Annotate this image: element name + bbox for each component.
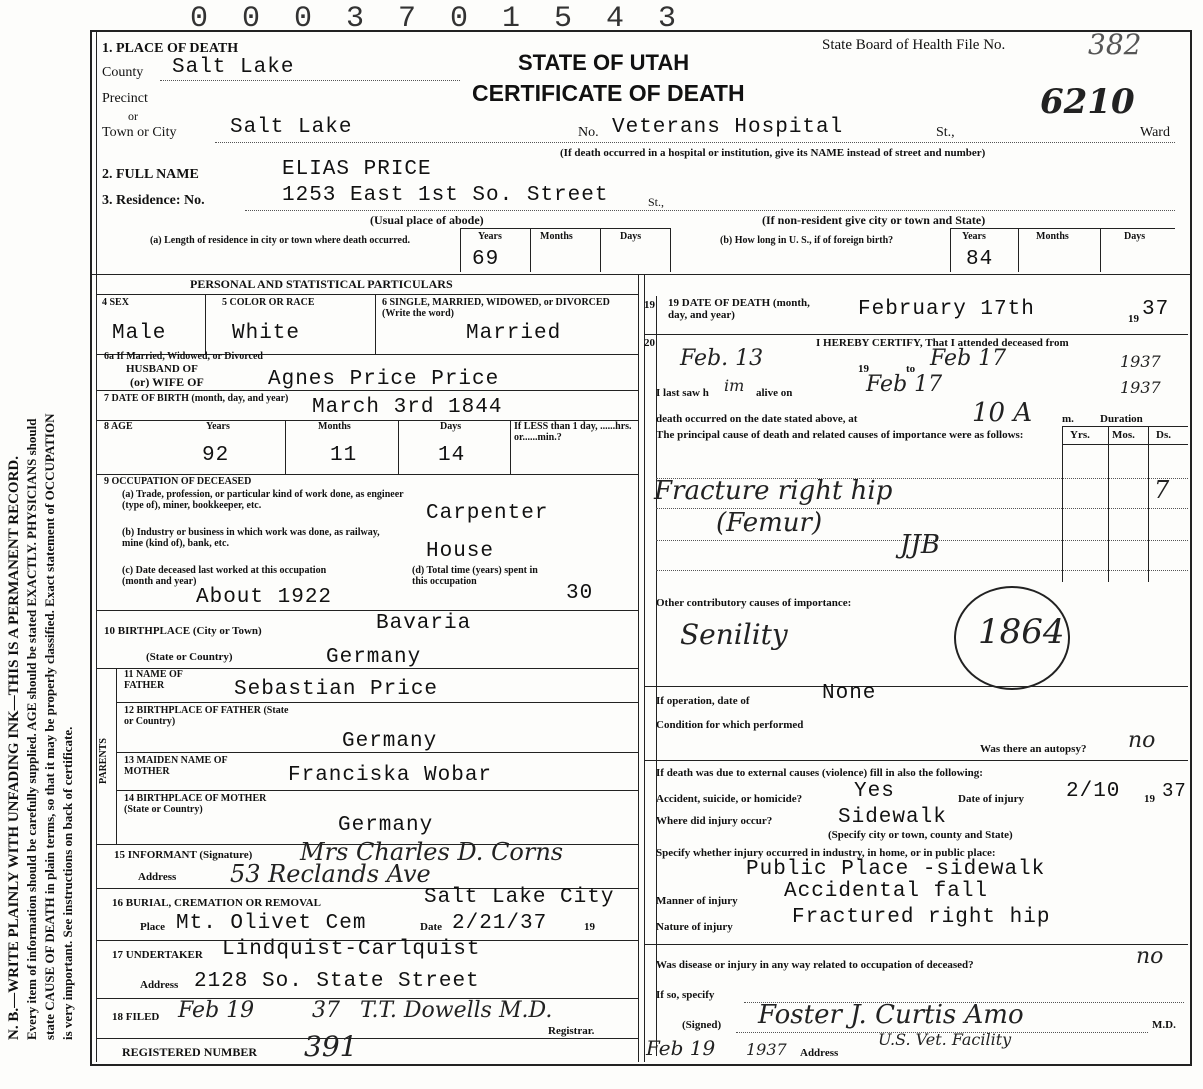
registered-label: REGISTERED NUMBER	[122, 1045, 258, 1059]
margin-note-1: N. B.—WRITE PLAINLY WITH UNFADING INK—THIS IS A PERMANENT RECORD.	[6, 456, 22, 1040]
file-no: 382	[1088, 28, 1142, 61]
certify-from-year: 19	[858, 363, 869, 375]
cause-1-days: 7	[1154, 476, 1170, 504]
abode-note: (Usual place of abode)	[370, 213, 484, 227]
town-value: Salt Lake	[230, 116, 353, 139]
where-label: Where did injury occur?	[656, 815, 773, 827]
father-bp-label: 12 BIRTHPLACE OF FATHER (State or Country)	[124, 705, 289, 727]
ds-label: Ds.	[1156, 429, 1171, 441]
undertaker-address-label: Address	[140, 979, 179, 991]
parents-side-label: PARENTS	[98, 738, 109, 784]
filed-label: 18 FILED	[112, 1011, 160, 1023]
mother-value: Franciska Wobar	[288, 764, 493, 787]
occupation-answer: no	[1136, 944, 1164, 969]
age-days-label: Days	[440, 421, 462, 432]
margin-note-2: Every item of information should be carefully supplied. AGE should be stated EXACTLY. PHYSICIANS should	[24, 418, 39, 1040]
occ-d-value: 30	[566, 582, 594, 605]
burial-year-suffix: 19	[584, 921, 595, 933]
other-cause: Senility	[680, 618, 788, 651]
injury-year: 37	[1162, 780, 1187, 802]
death-year-prefix: 19	[1128, 313, 1139, 325]
nature-value: Fractured right hip	[792, 906, 1051, 929]
undertaker-label: 17 UNDERTAKER	[112, 949, 203, 961]
a-years-value: 69	[472, 248, 500, 271]
burial-value: Salt Lake City	[424, 886, 615, 909]
certify-num: 20	[644, 337, 655, 349]
age-months-label: Months	[318, 421, 351, 432]
death-date-num: 19	[644, 299, 655, 311]
registrar-signature: T.T. Dowells M.D.	[360, 998, 553, 1023]
informant-address: 53 Reclands Ave	[230, 860, 431, 888]
b-label: (b) How long in U. S., if of foreign birth?	[720, 235, 894, 246]
age-days-value: 14	[438, 444, 466, 467]
certificate-title: CERTIFICATE OF DEATH	[472, 80, 745, 106]
mother-label: 13 MAIDEN NAME OF MOTHER	[124, 755, 228, 777]
dob-value: March 3rd 1844	[312, 396, 503, 419]
burial-date-label: Date	[420, 921, 442, 933]
county-label: County	[102, 65, 144, 80]
signed-address: U.S. Vet. Facility	[878, 1030, 1012, 1049]
age-years-value: 92	[202, 444, 230, 467]
injury-year-prefix: 19	[1144, 793, 1155, 805]
burial-date-value: 2/21/37	[452, 912, 548, 935]
burial-label: 16 BURIAL, CREMATION OR REMOVAL	[112, 897, 321, 909]
full-name-value: ELIAS PRICE	[282, 158, 432, 181]
occupation-question: Was disease or injury in any way related to occupation of deceased?	[656, 959, 974, 971]
cause-label: The principal cause of death and related causes of importance were as follows:	[656, 429, 1024, 441]
informant-signature: Mrs Charles D. Corns	[300, 838, 564, 866]
birthplace-label: 10 BIRTHPLACE (City or Town)	[104, 625, 262, 637]
certify-to-year: 1937	[1120, 352, 1161, 371]
accident-label: Accident, suicide, or homicide?	[656, 793, 803, 805]
hospital-note: (If death occurred in a hospital or institution, give its NAME instead of street and number)	[560, 147, 986, 159]
color-label: 5 COLOR OR RACE	[222, 297, 315, 308]
registered-value: 391	[304, 1030, 358, 1063]
b-years-value: 84	[966, 248, 994, 271]
father-bp-value: Germany	[342, 730, 438, 753]
undertaker-address: 2128 So. State Street	[194, 970, 480, 993]
dob-label: 7 DATE OF BIRTH (month, day, and year)	[104, 393, 289, 404]
accident-value: Yes	[854, 780, 895, 803]
signed-label: (Signed)	[682, 1019, 722, 1031]
spouse-label-1: 6a If Married, Widowed, or Divorced	[104, 351, 263, 362]
last-saw-label: I last saw h	[656, 387, 709, 399]
industry-label: Specify whether injury occurred in industry, in home, or in public place:	[656, 847, 996, 859]
cause-1: Fracture right hip	[654, 476, 893, 506]
town-label: Town or City	[102, 125, 177, 140]
circled-number: 1864	[978, 612, 1065, 652]
serial-number: 0 0 0 3 7 0 1 5 4 3	[190, 2, 685, 36]
occupation-label: 9 OCCUPATION OF DECEASED	[104, 476, 252, 487]
certify-text: I HEREBY CERTIFY, That I attended deceased from	[816, 337, 1069, 349]
operation-value: None	[822, 682, 877, 705]
occ-c-label: (c) Date deceased last worked at this occupation (month and year)	[122, 565, 327, 587]
manner-label: Manner of injury	[656, 895, 738, 907]
nature-label: Nature of injury	[656, 921, 733, 933]
manner-value: Accidental fall	[784, 880, 989, 903]
occ-b-value: House	[426, 540, 495, 563]
certify-from: Feb. 13	[680, 346, 764, 371]
a-years-label: Years	[478, 231, 502, 242]
death-date-value: February 17th	[858, 298, 1035, 321]
file-no-label: State Board of Health File No.	[822, 37, 1006, 53]
informant-label: 15 INFORMANT (Signature)	[114, 849, 253, 861]
last-saw-him: im	[724, 376, 745, 395]
burial-place-value: Mt. Olivet Cem	[176, 912, 367, 935]
ward-label: Ward	[1140, 125, 1170, 140]
personal-header: PERSONAL AND STATISTICAL PARTICULARS	[190, 277, 453, 291]
filed-date: Feb 19	[178, 998, 255, 1023]
margin-note-3: state CAUSE OF DEATH in plain terms, so that it may be properly classified. Exact statement of OCCUPATION	[42, 413, 57, 1040]
sex-value: Male	[112, 322, 167, 345]
death-time: 10 A	[972, 398, 1033, 428]
death-year: 37	[1142, 298, 1170, 321]
a-months-label: Months	[540, 231, 573, 242]
birthplace-city: Bavaria	[376, 612, 472, 635]
nonres-note: (If non-resident give city or town and State)	[762, 213, 986, 227]
less-label: If LESS than 1 day, ......hrs. or......min.?	[514, 421, 632, 443]
birthplace-state-label: (State or Country)	[146, 651, 233, 663]
father-value: Sebastian Price	[234, 678, 439, 701]
autopsy-value: no	[1128, 728, 1156, 753]
operation-label: If operation, date of	[656, 695, 750, 707]
death-date-label: 19 DATE OF DEATH (month, day, and year)	[668, 297, 810, 321]
occ-a-value: Carpenter	[426, 502, 549, 525]
industry-value: Public Place -sidewalk	[746, 858, 1046, 881]
certify-to: Feb 17	[930, 346, 1007, 371]
informant-address-label: Address	[138, 871, 177, 883]
occ-d-label: (d) Total time (years) spent in this occupation	[412, 565, 538, 587]
md-label: M.D.	[1152, 1019, 1176, 1031]
filed-year: 37	[312, 998, 340, 1023]
precinct-label: Precinct	[102, 91, 148, 106]
father-label: 11 NAME OF FATHER	[124, 669, 183, 691]
autopsy-label: Was there an autopsy?	[980, 743, 1087, 755]
sex-label: 4 SEX	[102, 297, 129, 308]
alive-on: Feb 17	[866, 372, 943, 397]
alive-label: alive on	[756, 387, 793, 399]
place-of-death-label: 1. PLACE OF DEATH	[102, 41, 239, 56]
a-label: (a) Length of residence in city or town where death occurred.	[149, 235, 411, 246]
if-so-label: If so, specify	[656, 989, 715, 1001]
physician-signature: Foster J. Curtis Amo	[758, 1000, 1024, 1030]
injury-date: 2/10	[1066, 780, 1121, 803]
residence-value: 1253 East 1st So. Street	[282, 184, 609, 207]
frame-inner-left	[96, 30, 97, 1062]
burial-place-label: Place	[140, 921, 166, 933]
residence-label: 3. Residence: No.	[102, 193, 205, 208]
m-label: m.	[1062, 413, 1074, 425]
signed-date: Feb 19	[646, 1036, 716, 1060]
spouse-value: Agnes Price Price	[268, 368, 500, 391]
marital-label: 6 SINGLE, MARRIED, WIDOWED, or DIVORCED (Write the word)	[382, 297, 610, 319]
or-label: or	[128, 109, 138, 123]
spouse-label-3: (or) WIFE OF	[130, 375, 204, 389]
mos-label: Mos.	[1112, 429, 1135, 441]
age-label: 8 AGE	[104, 421, 133, 432]
color-value: White	[232, 322, 301, 345]
specify-note: (Specify city or town, county and State)	[828, 829, 1013, 841]
where-value: Sidewalk	[838, 806, 947, 829]
street-no-value: Veterans Hospital	[612, 116, 844, 139]
yrs-label: Yrs.	[1070, 429, 1090, 441]
st-label: St.,	[936, 125, 955, 140]
county-value: Salt Lake	[172, 56, 295, 79]
state-title: STATE OF UTAH	[518, 50, 690, 75]
margin-note-4: is very important. See instructions on back of certificate.	[60, 726, 75, 1040]
physician-initials: JJB	[900, 530, 940, 560]
other-label: Other contributory causes of importance:	[656, 597, 852, 609]
occurred-label: death occurred on the date stated above, at	[656, 413, 858, 425]
signed-address-label: Address	[800, 1047, 839, 1059]
external-label: If death was due to external causes (violence) fill in also the following:	[656, 767, 983, 779]
condition-label: Condition for which performed	[656, 719, 804, 731]
age-months-value: 11	[330, 444, 358, 467]
occ-c-value: About 1922	[196, 586, 333, 609]
duration-label: Duration	[1100, 413, 1143, 425]
residence-st: St.,	[648, 195, 665, 209]
spouse-label-2: HUSBAND OF	[126, 363, 198, 375]
injury-date-label: Date of injury	[958, 793, 1024, 805]
signed-year: 1937	[746, 1040, 787, 1059]
certify-to-label: to	[906, 363, 916, 375]
full-name-label: 2. FULL NAME	[102, 167, 199, 182]
undertaker-value: Lindquist-Carlquist	[222, 938, 481, 961]
a-days-label: Days	[620, 231, 642, 242]
occ-a-label: (a) Trade, profession, or particular kind of work done, as engineer (type of), miner, bookkeeper, etc.	[122, 489, 404, 511]
marital-value: Married	[466, 322, 562, 345]
cause-2: (Femur)	[716, 508, 823, 538]
b-days-label: Days	[1124, 231, 1146, 242]
street-no-label: No.	[578, 125, 599, 140]
b-years-label: Years	[962, 231, 986, 242]
b-months-label: Months	[1036, 231, 1069, 242]
age-years-label: Years	[206, 421, 230, 432]
birthplace-country: Germany	[326, 646, 422, 669]
file-no-hand: 6210	[1040, 82, 1135, 122]
alive-year: 1937	[1120, 378, 1161, 397]
registrar-label: Registrar.	[548, 1025, 595, 1037]
occ-b-label: (b) Industry or business in which work was done, as railway, mine (kind of), bank, etc.	[122, 527, 380, 549]
mother-bp-label: 14 BIRTHPLACE OF MOTHER (State or Country)	[124, 793, 267, 815]
mother-bp-value: Germany	[338, 814, 434, 837]
